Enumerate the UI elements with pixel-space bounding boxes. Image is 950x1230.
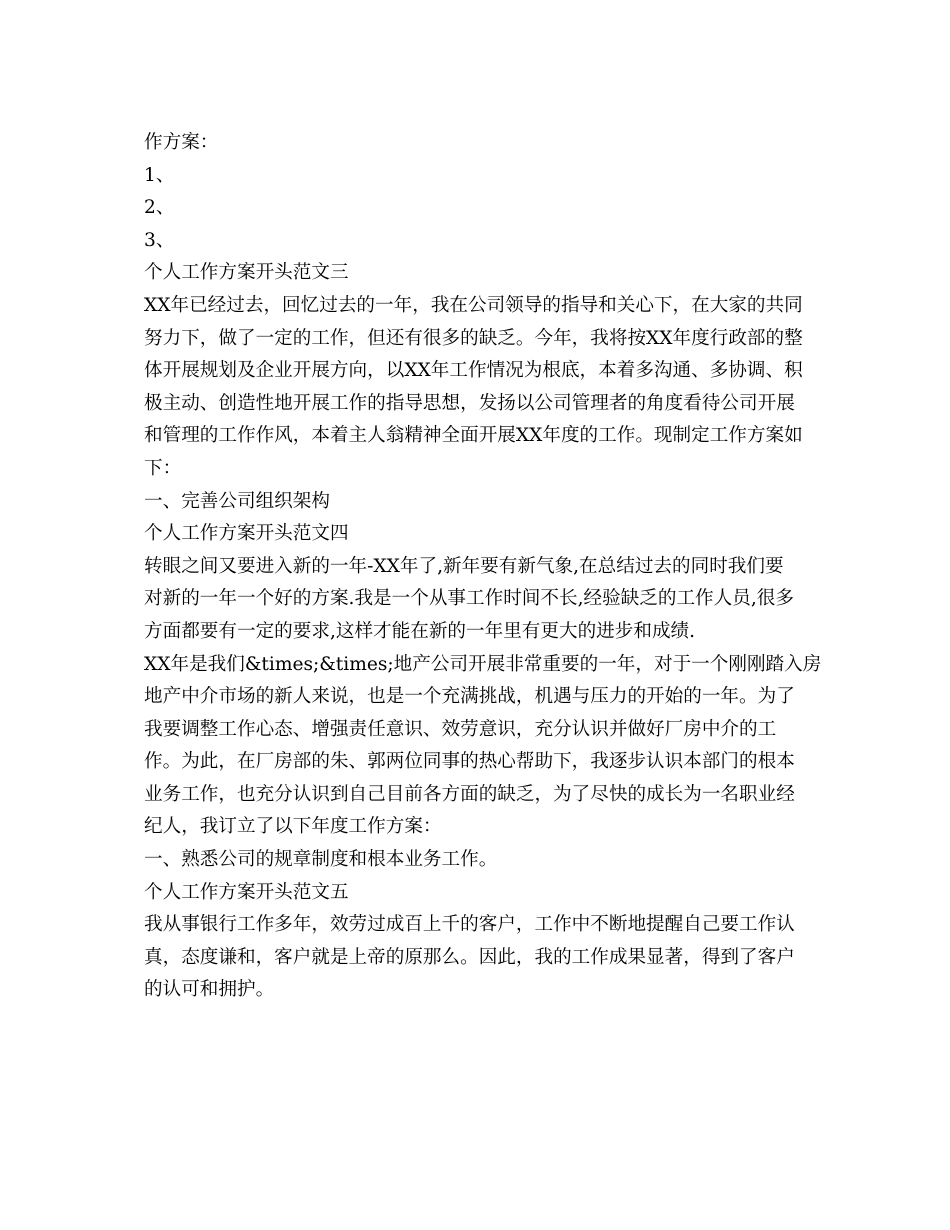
paragraph-line: 对新的一年一个好的方案.我是一个从事工作时间不长,经验缺乏的工作人员,很多 — [144, 588, 794, 610]
paragraph-line: 地产中介市场的新人来说，也是一个充满挑战，机遇与压力的开始的一年。为了 — [144, 686, 795, 708]
paragraph-5 — [144, 909, 810, 1007]
paragraph-line: 业务工作，也充分认识到自己目前各方面的缺乏，为了尽快的成长为一名职业经 — [144, 783, 795, 805]
paragraph-line: 下： — [144, 457, 182, 479]
paragraph-4a — [144, 551, 810, 649]
paragraph-line: XX年是我们&times;&times;地产公司开展非常重要的一年，对于一个刚刚踏入房 — [144, 653, 822, 675]
paragraph-line: XX年已经过去，回忆过去的一年，我在公司领导的指导和关心下，在大家的共同 — [144, 294, 803, 316]
paragraph-line: 体开展规划及企业开展方向，以XX年工作情况为根底，本着多沟通、多协调、积 — [144, 360, 803, 382]
paragraph-line: 的认可和拥护。 — [144, 979, 275, 1001]
paragraph-line: 真，态度谦和，客户就是上帝的原那么。因此，我的工作成果显著，得到了客户 — [144, 946, 795, 968]
document-body — [144, 127, 822, 1007]
list-item-3: 3、 — [144, 229, 175, 251]
paragraph-line: 极主动、创造性地开展工作的指导思想，发扬以公司管理者的角度看待公司开展 — [144, 392, 795, 414]
list-item-1: 1、 — [144, 164, 175, 186]
paragraph-line: 作。为此，在厂房部的朱、郭两位同事的热心帮助下，我逐步认识本部门的根本 — [144, 751, 795, 773]
paragraph-line: 我从事银行工作多年，效劳过成百上千的客户，工作中不断地提醒自己要工作认 — [144, 914, 795, 936]
section-title-5: 个人工作方案开头范文五 — [144, 881, 349, 903]
paragraph-line: 纪人，我订立了以下年度工作方案： — [144, 816, 442, 838]
subheading-3-1: 一、完善公司组织架构 — [144, 490, 330, 512]
text-line: 作方案： — [144, 132, 219, 153]
paragraph-line: 和管理的工作作风，本着主人翁精神全面开展XX年度的工作。现制定工作方案如 — [144, 425, 803, 447]
paragraph-line: 方面都要有一定的要求,这样才能在新的一年里有更大的进步和成绩. — [144, 620, 696, 642]
section-title-4: 个人工作方案开头范文四 — [144, 523, 349, 545]
list-item-2: 2、 — [144, 197, 175, 219]
paragraph-3 — [144, 290, 810, 486]
paragraph-line: 努力下，做了一定的工作，但还有很多的缺乏。今年，我将按XX年度行政部的整 — [144, 327, 803, 349]
paragraph-line: 我要调整工作心态、增强责任意识、效劳意识，充分认识并做好厂房中介的工 — [144, 718, 777, 740]
paragraph-line: 转眼之间又要进入新的一年-XX年了,新年要有新气象,在总结过去的同时我们要 — [144, 555, 784, 577]
subheading-4-1: 一、熟悉公司的规章制度和根本业务工作。 — [144, 849, 498, 871]
section-title-3: 个人工作方案开头范文三 — [144, 262, 349, 284]
paragraph-4b — [144, 649, 822, 845]
